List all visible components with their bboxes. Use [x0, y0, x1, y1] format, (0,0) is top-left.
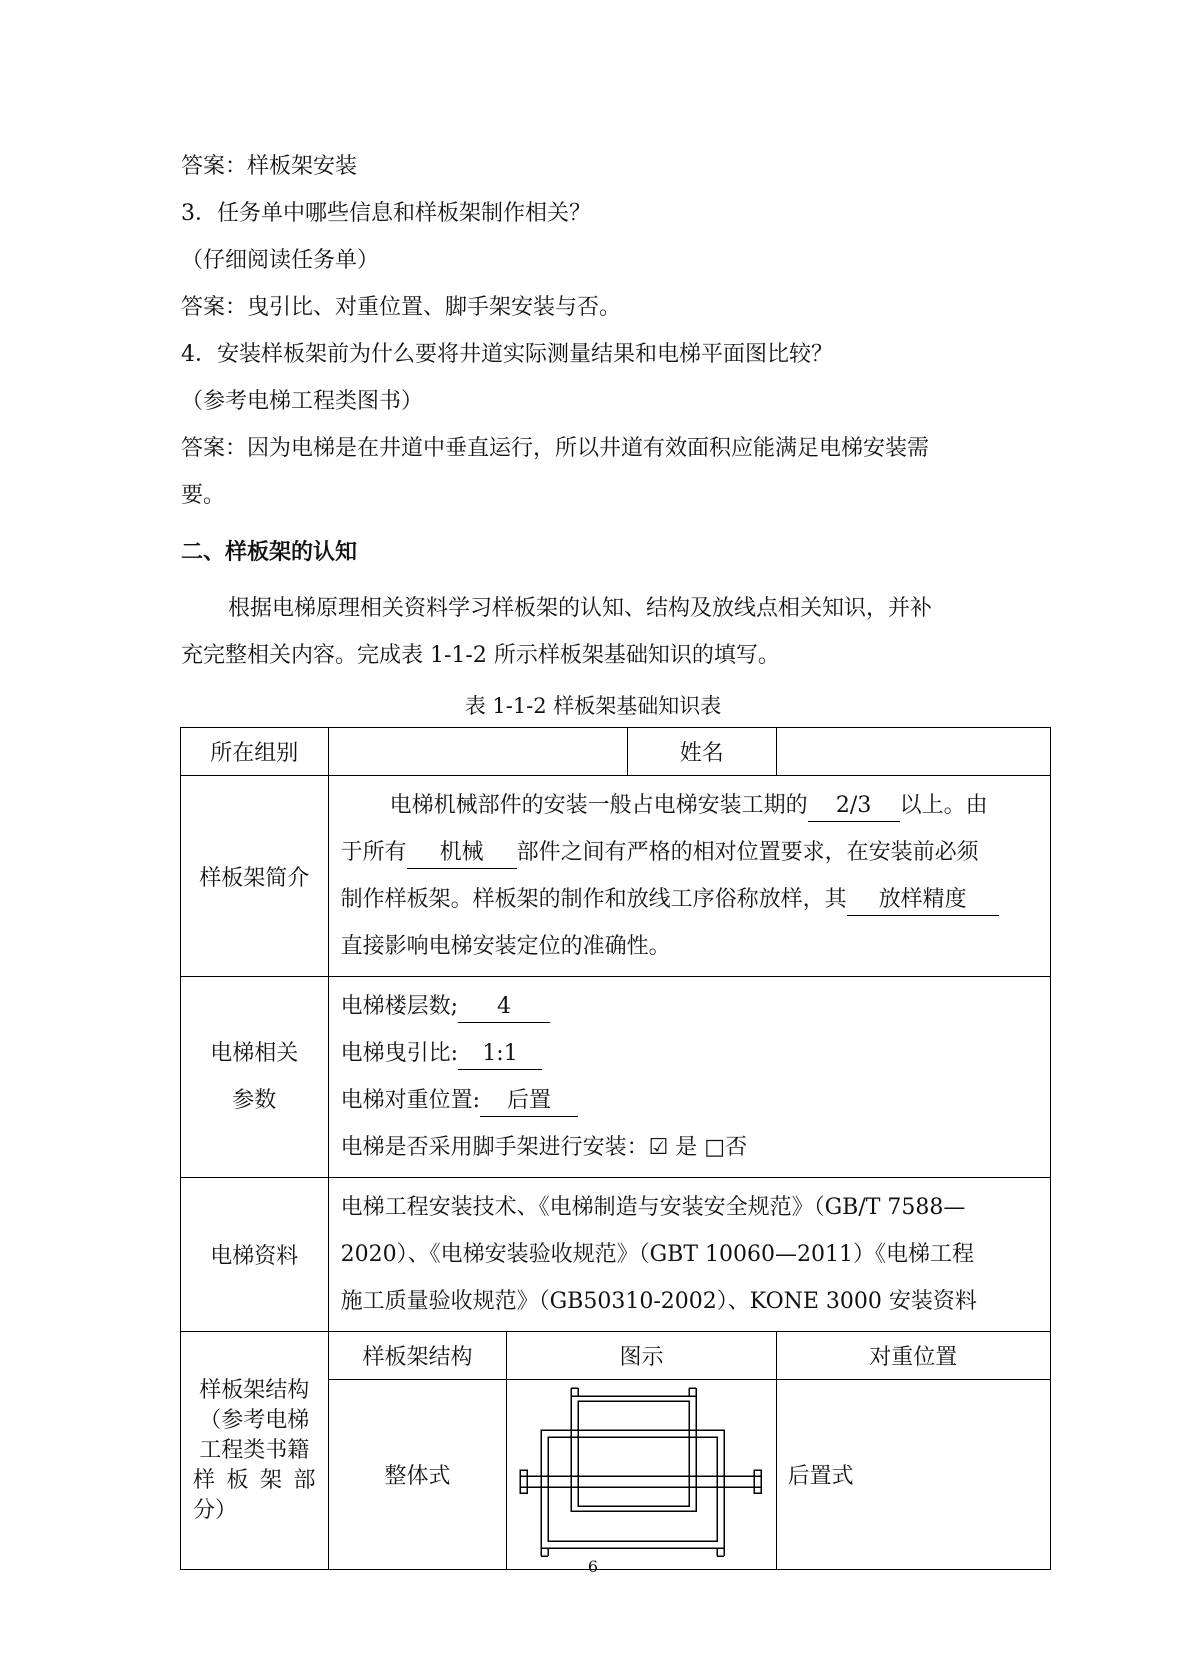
struct-label-line: （参考电梯 [199, 1407, 310, 1433]
struct-label [181, 1332, 329, 1570]
col-header-diagram: 图示 [507, 1332, 776, 1380]
frame-end-right [754, 1470, 761, 1493]
struct-label-char: 样 [193, 1467, 216, 1493]
table-caption: 表 1-1-2 样板架基础知识表 [464, 694, 722, 718]
floors-label: 电梯楼层数; [340, 994, 459, 1019]
intro-text: 制作样板架。样板架的制作和放线工序俗称放样，其 [340, 887, 847, 912]
intro-content [328, 776, 1050, 977]
struct-label-line: 分） [193, 1497, 238, 1523]
page-number: 6 [587, 1557, 599, 1576]
question-3: 3．任务单中哪些信息和样板架制作相关？ [181, 201, 591, 226]
struct-label-line: 样板架结构 [199, 1377, 310, 1403]
intro-text: 电梯机械部件的安装一般占电梯安装工期的 [389, 793, 808, 818]
docs-line: 2020）、《电梯安装验收规范》（GBT 10060—2011）《电梯工程 [340, 1242, 974, 1267]
counterweight-type-cell: 后置式 [776, 1380, 1050, 1570]
struct-label-line: 工程类书籍 [199, 1437, 310, 1463]
counterweight-label: 电梯对重位置: [340, 1088, 481, 1113]
section-title: 二、样板架的认知 [181, 540, 358, 565]
template-frame-diagram [516, 1382, 766, 1562]
struct-label-char: 板 [226, 1467, 249, 1493]
struct-label-line [183, 1466, 326, 1496]
name-value-cell[interactable] [776, 728, 1050, 776]
group-label: 所在组别 [181, 728, 329, 776]
intro-line-2: 充完整相关内容。完成表 1-1-2 所示样板架基础知识的填写。 [181, 643, 780, 668]
frame-outer-rect [571, 1396, 696, 1511]
intro-label: 样板架简介 [181, 776, 329, 977]
docs-content [328, 1178, 1050, 1332]
table-row [181, 977, 1051, 1178]
params-label [181, 977, 329, 1178]
struct-label-char: 架 [260, 1467, 283, 1493]
answer-4-line-1: 答案：因为电梯是在井道中垂直运行，所以井道有效面积应能满足电梯安装需 [181, 436, 930, 461]
ratio-value: 1:1 [458, 1039, 542, 1070]
struct-type-cell: 整体式 [328, 1380, 507, 1570]
answer-3: 答案：曳引比、对重位置、脚手架安装与否。 [181, 295, 622, 320]
col-header-struct: 样板架结构 [328, 1332, 507, 1380]
counterweight-value: 后置 [480, 1086, 578, 1117]
ratio-label: 电梯曳引比: [340, 1041, 459, 1066]
intro-text: 直接影响电梯安装定位的准确性。 [340, 934, 671, 959]
knowledge-table [180, 727, 1051, 1570]
table-row [181, 776, 1051, 977]
hint-4: （参考电梯工程类图书） [181, 389, 424, 414]
name-label: 姓名 [627, 728, 776, 776]
fill-blank: 放样精度 [847, 885, 999, 916]
answer-2: 答案：样板架安装 [181, 154, 358, 179]
table-row [181, 728, 1051, 776]
fill-blank: 2/3 [808, 791, 900, 822]
frame-crossbeam [520, 1476, 761, 1487]
docs-line: 施工质量验收规范》（GB50310-2002）、KONE 3000 安装资料 [340, 1289, 977, 1314]
fill-blank: 机械 [407, 838, 517, 869]
answer-4-line-2: 要。 [181, 483, 226, 508]
frame-end-left [520, 1470, 527, 1493]
scaffold-question: 电梯是否采用脚手架进行安装：☑ 是 □否 [340, 1135, 748, 1160]
diagram-cell [507, 1380, 776, 1570]
params-label-line: 电梯相关 [210, 1041, 299, 1066]
struct-label-char: 部 [293, 1467, 316, 1493]
frame-inner-rect [578, 1401, 689, 1506]
group-value-cell[interactable] [328, 728, 627, 776]
params-content [328, 977, 1050, 1178]
table-row [181, 1178, 1051, 1332]
params-label-line: 参数 [232, 1088, 277, 1113]
docs-line: 电梯工程安装技术、《电梯制造与安装安全规范》（GB/T 7588— [340, 1195, 966, 1220]
intro-text: 于所有 [340, 840, 407, 865]
intro-line-1: 根据电梯原理相关资料学习样板架的认知、结构及放线点相关知识，并补 [228, 596, 933, 621]
floors-value: 4 [458, 992, 550, 1023]
intro-text: 部件之间有严格的相对位置要求，在安装前必须 [516, 840, 979, 865]
docs-label: 电梯资料 [181, 1178, 329, 1332]
question-4: 4．安装样板架前为什么要将井道实际测量结果和电梯平面图比较？ [181, 342, 833, 367]
col-header-counterweight: 对重位置 [776, 1332, 1050, 1380]
frame-lower-inner [548, 1437, 717, 1541]
intro-text: 以上。由 [899, 793, 988, 818]
table-row [181, 1332, 1051, 1380]
hint-3: （仔细阅读任务单） [181, 248, 380, 273]
